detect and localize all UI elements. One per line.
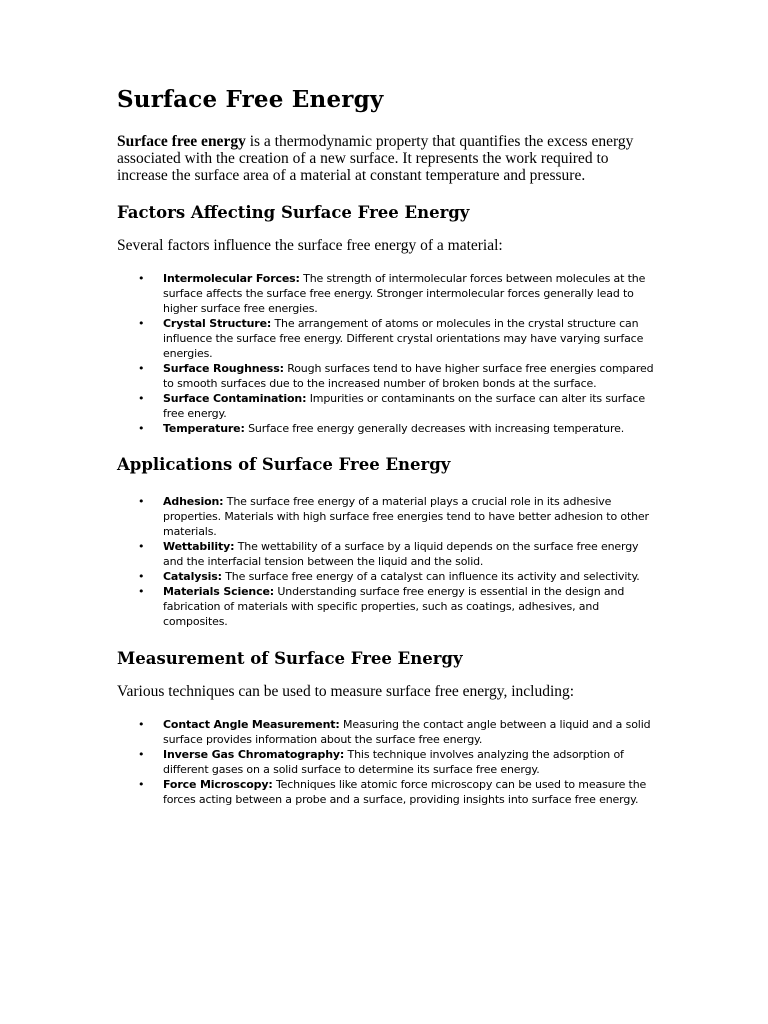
bullet-icon: • xyxy=(138,392,145,405)
list-item xyxy=(117,361,657,391)
item-text: Understanding surface free energy is essential in the design and fabrication of materials with specific properties, such as coatings, adhesives, and composites. xyxy=(163,585,625,628)
intro-text: is a thermodynamic property that quantifies the excess energy associated with the creation of a new surface. It represents the work required to increase the surface area of a material at constant temperature and pressure. xyxy=(117,133,634,184)
item-text: Impurities or contaminants on the surface can alter its surface free energy. xyxy=(163,392,645,420)
item-label: Force Microscopy: xyxy=(163,778,273,791)
item-text: The strength of intermolecular forces between molecules at the surface affects the surface free energy. Stronger intermolecular forces generally lead to higher surface free energies. xyxy=(163,272,646,315)
list-item xyxy=(117,777,657,807)
item-label: Surface Roughness: xyxy=(163,362,284,375)
list-item xyxy=(117,494,657,539)
factors-list xyxy=(117,271,657,436)
list-item xyxy=(117,271,657,316)
bullet-icon: • xyxy=(138,272,145,285)
document-page xyxy=(117,84,657,807)
factors-intro: Several factors influence the surface free energy of a material: xyxy=(117,237,503,254)
item-text: Techniques like atomic force microscopy can be used to measure the forces acting between a probe and a surface, providing insights into surface free energy. xyxy=(163,778,647,806)
bullet-icon: • xyxy=(138,778,145,791)
item-text: The wettability of a surface by a liquid depends on the surface free energy and the interfacial tension between the liquid and the solid. xyxy=(163,540,639,568)
item-label: Intermolecular Forces: xyxy=(163,272,300,285)
list-item xyxy=(117,584,657,629)
bullet-icon: • xyxy=(138,362,145,375)
item-text: The surface free energy of a catalyst can influence its activity and selectivity. xyxy=(221,570,640,583)
bullet-icon: • xyxy=(138,317,145,330)
bullet-icon: • xyxy=(138,422,145,435)
item-text: The surface free energy of a material plays a crucial role in its adhesive properties. Materials with high surface free energies tend to have better adhesion to other materials. xyxy=(163,495,649,538)
item-label: Wettability: xyxy=(163,540,235,553)
item-label: Materials Science: xyxy=(163,585,275,598)
factors-heading: Factors Affecting Surface Free Energy xyxy=(117,203,470,222)
intro-paragraph xyxy=(117,133,657,184)
item-text: Rough surfaces tend to have higher surface free energies compared to smooth surfaces due to the increased number of broken bonds at the surface. xyxy=(163,362,654,390)
bullet-icon: • xyxy=(138,495,145,508)
list-item xyxy=(117,539,657,569)
bullet-icon: • xyxy=(138,748,145,761)
applications-heading: Applications of Surface Free Energy xyxy=(117,455,451,474)
measurement-list xyxy=(117,717,657,807)
page-title: Surface Free Energy xyxy=(117,86,384,113)
list-item xyxy=(117,569,657,584)
item-label: Surface Contamination: xyxy=(163,392,307,405)
item-label: Adhesion: xyxy=(163,495,224,508)
applications-list xyxy=(117,494,657,629)
list-item xyxy=(117,717,657,747)
measurement-intro: Various techniques can be used to measure surface free energy, including: xyxy=(117,683,575,700)
bullet-icon: • xyxy=(138,585,145,598)
bullet-icon: • xyxy=(138,540,145,553)
measurement-heading: Measurement of Surface Free Energy xyxy=(117,649,463,668)
list-item xyxy=(117,747,657,777)
item-text: The arrangement of atoms or molecules in the crystal structure can influence the surface free energy. Different crystal orientations may have varying surface energies. xyxy=(163,317,644,360)
item-label: Catalysis: xyxy=(163,570,222,583)
item-label: Crystal Structure: xyxy=(163,317,272,330)
list-item xyxy=(117,391,657,421)
item-label: Contact Angle Measurement: xyxy=(163,718,340,731)
intro-term: Surface free energy xyxy=(117,133,246,150)
item-label: Temperature: xyxy=(163,422,245,435)
list-item xyxy=(117,421,657,436)
bullet-icon: • xyxy=(138,718,145,731)
list-item xyxy=(117,316,657,361)
item-text: Surface free energy generally decreases with increasing temperature. xyxy=(244,422,625,435)
item-label: Inverse Gas Chromatography: xyxy=(163,748,345,761)
item-text: This technique involves analyzing the adsorption of different gases on a solid surface to determine its surface free energy. xyxy=(163,748,624,776)
item-text: Measuring the contact angle between a liquid and a solid surface provides information about the surface free energy. xyxy=(163,718,651,746)
bullet-icon: • xyxy=(138,570,145,583)
